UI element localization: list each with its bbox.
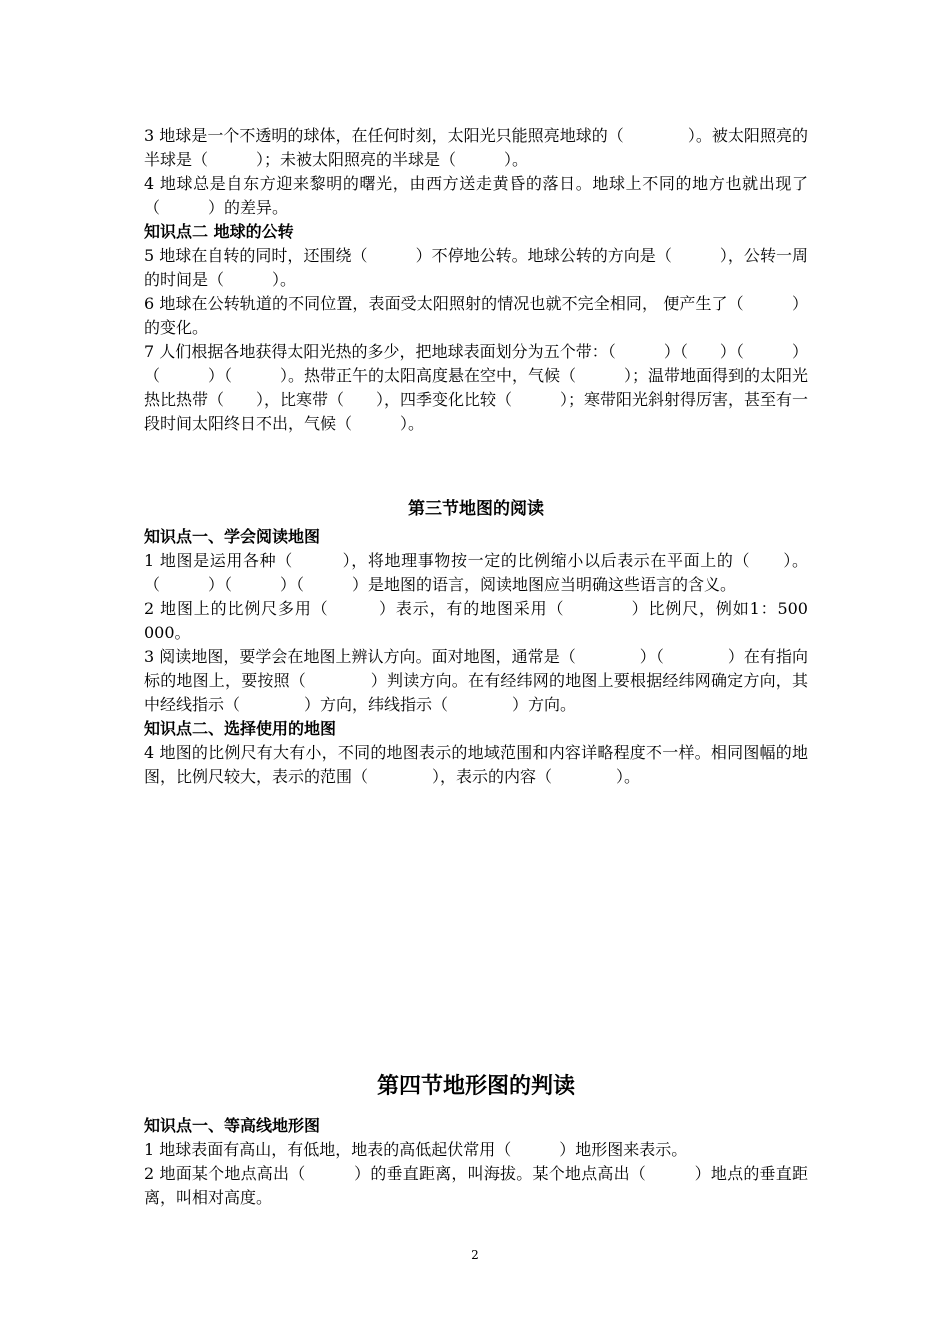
paragraph-7: 7 人们根据各地获得太阳光热的多少，把地球表面划分为五个带：（ ）（ ）（ ）（ ）（ ）。热带正午的太阳高度悬在空中，气候（ ）；温带地面得到的太阳光热比热带（ ），比寒带（ ），四季变化比较（ ）；寒带阳光斜射得厉害，甚至有一段时间太阳终日不出，气候（ ）。 xyxy=(144,342,809,433)
section-3-title: 第三节地图的阅读 xyxy=(408,499,544,519)
map-paragraph-2: 2 地图上的比例尺多用（ ）表示，有的地图采用（ ）比例尺，例如1：500 000。 xyxy=(144,599,814,642)
section-4-title: 第四节地形图的判读 xyxy=(376,1073,575,1099)
terrain-paragraph-1: 1 地球表面有高山，有低地，地表的高低起伏常用（ ）地形图来表示。 xyxy=(144,1140,688,1159)
knowledge-heading-map-reading: 知识点一、学会阅读地图 xyxy=(144,527,321,546)
page-number: 2 xyxy=(471,1248,479,1262)
paragraph-6: 6 地球在公转轨道的不同位置，表面受太阳照射的情况也就不完全相同， 便产生了（ ）的变化。 xyxy=(144,294,808,337)
map-paragraph-4: 4 地图的比例尺有大有小，不同的地图表示的地域范围和内容详略程度不一样。相同图幅的地图，比例尺较大，表示的范围（ ），表示的内容（ ）。 xyxy=(144,743,808,786)
paragraph-3: 3 地球是一个不透明的球体，在任何时刻，太阳光只能照亮地球的（ ）。被太阳照亮的半球是（ ）；未被太阳照亮的半球是（ ）。 xyxy=(144,126,808,169)
paragraph-4: 4 地球总是自东方迎来黎明的曙光，由西方送走黄昏的落日。地球上不同的地方也就出现了（ ）的差异。 xyxy=(144,174,808,217)
map-paragraph-1: 1 地图是运用各种（ ），将地理事物按一定的比例缩小以后表示在平面上的（ ）。（ ）（ ）（ ）是地图的语言，阅读地图应当明确这些语言的含义。 xyxy=(144,551,808,594)
map-paragraph-3: 3 阅读地图，要学会在地图上辨认方向。面对地图，通常是（ ）（ ）在有指向标的地图上，要按照（ ）判读方向。在有经纬网的地图上要根据经纬网确定方向，其中经线指示（ ）方向，纬线指示（ ）方向。 xyxy=(144,647,808,714)
knowledge-heading-map-choice: 知识点二、选择使用的地图 xyxy=(144,719,337,738)
page-content xyxy=(144,124,814,1210)
paragraph-5: 5 地球在自转的同时，还围绕（ ）不停地公转。地球公转的方向是（ ），公转一周的时间是（ ）。 xyxy=(144,246,808,289)
knowledge-heading-revolution: 知识点二 地球的公转 xyxy=(144,222,294,241)
terrain-paragraph-2: 2 地面某个地点高出（ ）的垂直距离，叫海拔。某个地点高出（ ）地点的垂直距离，叫相对高度。 xyxy=(144,1164,808,1207)
knowledge-heading-contour: 知识点一、等高线地形图 xyxy=(144,1116,321,1135)
